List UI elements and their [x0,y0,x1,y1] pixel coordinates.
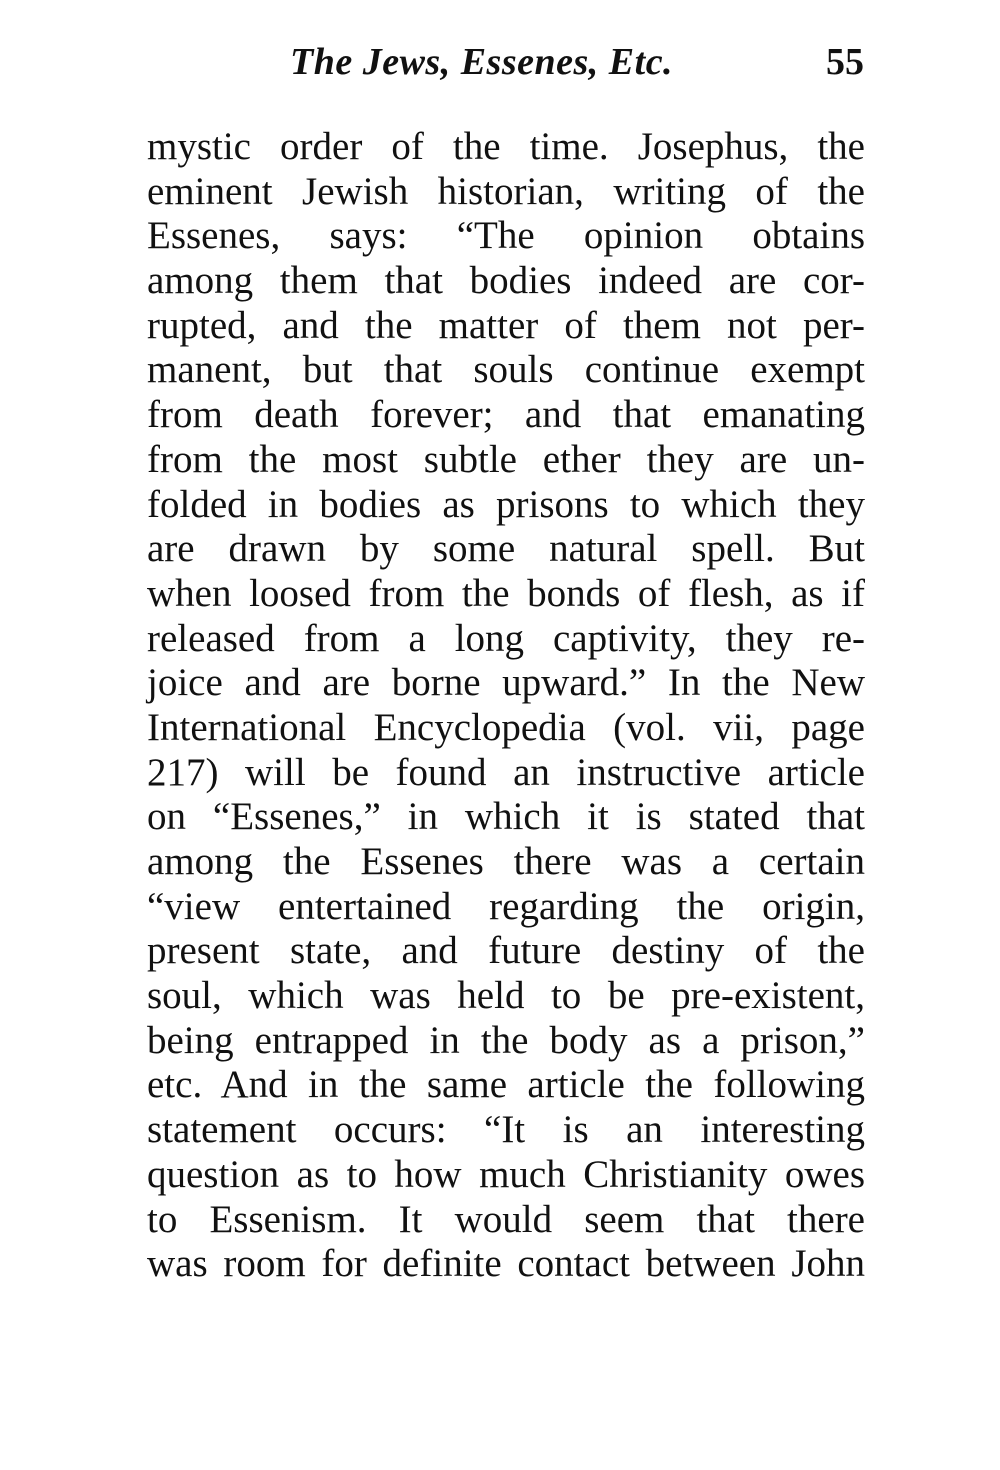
running-title: The Jews, Essenes, Etc. [290,41,674,83]
text-line: to Essenism. It would seem that there [147,1197,865,1241]
text-line: from death forever; and that emanating [147,393,865,437]
text-line: eminent Jewish historian, writing of the [147,169,865,213]
text-line: was room for definite contact between John [147,1242,865,1286]
text-line: folded in bodies as prisons to which they [147,482,865,526]
text-line: are drawn by some natural spell. But [147,527,865,571]
page-number: 55 [826,41,864,83]
text-line: 217) will be found an instructive article [147,750,865,794]
text-line: from the most subtle ether they are un- [147,437,865,481]
text-line: etc. And in the same article the following [147,1063,865,1107]
text-line: manent, but that souls continue exempt [147,348,865,392]
text-line: soul, which was held to be pre-existent, [147,974,865,1018]
text-line: joice and are borne upward.” In the New [147,661,865,705]
text-line: present state, and future destiny of the [147,929,865,973]
text-line: being entrapped in the body as a prison,” [147,1018,865,1062]
text-line: among them that bodies indeed are cor- [147,259,865,303]
running-head [0,40,1000,90]
text-line: among the Essenes there was a certain [147,840,865,883]
text-line: International Encyclopedia (vol. vii, page [147,705,865,749]
text-line: on “Essenes,” in which it is stated that [147,795,865,839]
text-line: when loosed from the bonds of flesh, as if [147,571,865,615]
body-text [147,125,865,1287]
text-line: rupted, and the matter of them not per- [147,303,865,347]
text-line: statement occurs: “It is an interesting [147,1108,865,1152]
text-line: Essenes, says: “The opinion obtains [147,214,865,258]
text-line: “view entertained regarding the origin, [147,884,865,928]
text-line: released from a long captivity, they re- [147,616,865,660]
text-line: question as to how much Christianity owes [147,1152,865,1196]
text-line: mystic order of the time. Josephus, the [147,125,865,168]
